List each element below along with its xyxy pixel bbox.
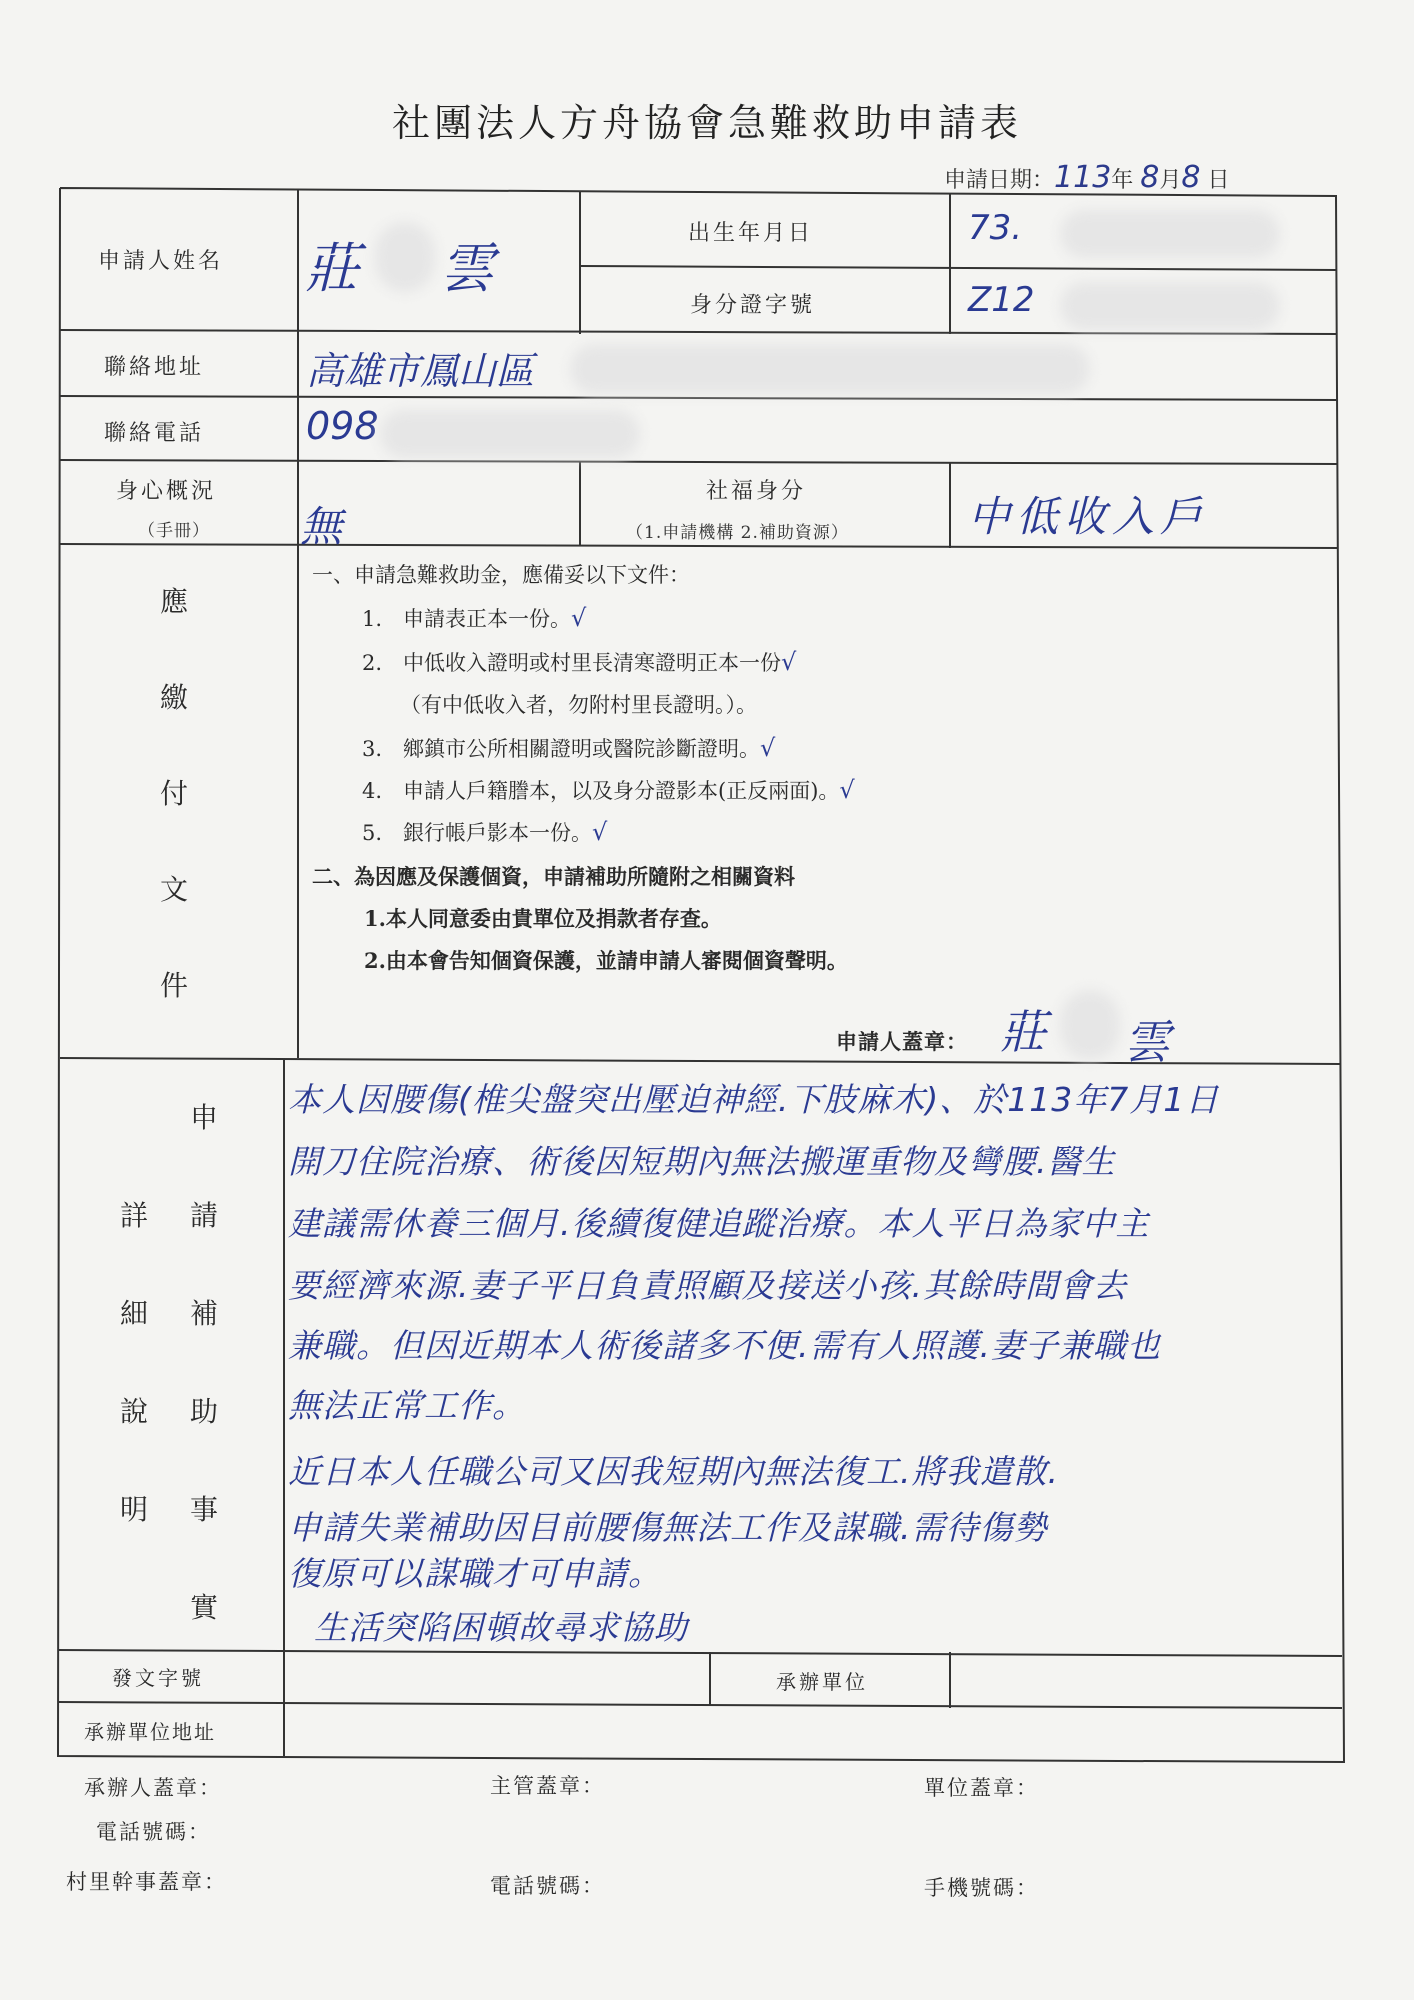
details-left-char-2: 細 xyxy=(120,1297,149,1330)
documents-side-char-1: 應 xyxy=(160,585,189,618)
detail-line-4: 要經濟來源.妻子平日負責照顧及接送小孩.其餘時間會去 xyxy=(288,1266,1127,1305)
mobile-label: 手機號碼： xyxy=(924,1876,1039,1900)
check-mark-icon: √ xyxy=(571,604,587,632)
welfare-status-sub-label: （1.申請機構 2.補助資源） xyxy=(626,523,849,543)
birth-date-label: 出生年月日 xyxy=(688,221,814,246)
id-number-label: 身分證字號 xyxy=(690,293,816,318)
details-left-char-3: 說 xyxy=(120,1395,149,1428)
documents-section2-title: 二、為因應及保護個資，申請補助所隨附之相關資料 xyxy=(312,864,795,889)
documents-side-char-2: 繳 xyxy=(160,681,189,714)
date-year-unit: 年 xyxy=(1111,168,1134,193)
detail-line-2: 開刀住院治療、術後因短期內無法搬運重物及彎腰.醫生 xyxy=(288,1142,1116,1181)
detail-line-1: 本人因腰傷(椎尖盤突出壓迫神經.下肢麻木)、於113年7月1日 xyxy=(288,1080,1220,1119)
detail-line-9: 復原可以謀職才可申請。 xyxy=(288,1554,662,1593)
date-label: 申請日期： xyxy=(944,168,1055,193)
document-item-3 xyxy=(362,733,775,763)
date-day-unit: 日 xyxy=(1207,168,1230,193)
redacted-phone xyxy=(380,410,640,458)
detail-line-10: 生活突陷困頓故尋求協助 xyxy=(314,1608,688,1647)
date-year: 113 xyxy=(1054,160,1112,195)
unit-seal-label: 單位蓋章： xyxy=(924,1776,1039,1800)
details-side-char-6: 實 xyxy=(190,1591,219,1624)
applicant-name-first: 莊 xyxy=(305,237,359,300)
check-mark-icon: √ xyxy=(781,648,797,676)
welfare-status-label: 社福身分 xyxy=(706,479,807,504)
details-left-char-4: 明 xyxy=(120,1493,149,1526)
date-day: 8 xyxy=(1181,160,1201,195)
documents-side-char-3: 付 xyxy=(160,777,189,810)
document-item-4 xyxy=(362,775,855,805)
detail-line-6: 無法正常工作。 xyxy=(288,1386,526,1425)
phone-value: 098 xyxy=(306,404,379,448)
birth-date-value: 73. xyxy=(968,208,1023,248)
document-item-3-text: 3. 鄉鎮市公所相關證明或醫院診斷證明。 xyxy=(362,737,761,761)
document-item-2-note: （有中低收入者，勿附村里長證明。）。 xyxy=(400,693,757,717)
details-side-char-5: 事 xyxy=(190,1493,219,1526)
check-mark-icon: √ xyxy=(760,734,776,762)
check-mark-icon: √ xyxy=(839,776,855,804)
detail-line-8: 申請失業補助因目前腰傷無法工作及謀職.需待傷勢 xyxy=(288,1508,1048,1547)
disability-value: 無 xyxy=(300,502,343,551)
detail-line-7: 近日本人任職公司又因我短期內無法復工.將我遣散. xyxy=(288,1452,1059,1491)
details-left-char-1: 詳 xyxy=(120,1199,149,1232)
handler-phone-label: 電話號碼： xyxy=(96,1820,211,1844)
documents-section1-title: 一、申請急難救助金，應備妥以下文件： xyxy=(312,563,690,587)
redacted-id xyxy=(1060,282,1280,330)
doc-number-label: 發文字號 xyxy=(112,1666,204,1690)
handler-seal-label: 承辦人蓋章： xyxy=(84,1776,222,1800)
redacted-birth xyxy=(1060,210,1280,258)
applicant-name-last: 雲 xyxy=(440,237,494,300)
disability-label: 身心概況 xyxy=(116,479,217,504)
date-month-unit: 月 xyxy=(1159,168,1182,193)
applicant-seal-first: 莊 xyxy=(1000,1005,1046,1059)
document-item-1 xyxy=(362,603,586,633)
document-item-5-text: 5. 銀行帳戶影本一份。 xyxy=(362,821,593,845)
document-item-2 xyxy=(362,647,796,677)
documents-side-char-5: 件 xyxy=(160,969,189,1002)
village-officer-seal-label: 村里幹事蓋章： xyxy=(66,1870,227,1894)
details-side-char-1: 申 xyxy=(190,1101,219,1134)
address-value: 高雄市鳳山區 xyxy=(306,349,535,393)
redacted-seal xyxy=(1060,990,1120,1060)
detail-line-3: 建議需休養三個月.後續復健追蹤治療。本人平日為家中主 xyxy=(288,1204,1150,1243)
date-month: 8 xyxy=(1140,160,1160,195)
privacy-item-2: 2.由本會告知個資保護，並請申請人審閱個資聲明。 xyxy=(364,948,848,973)
documents-side-char-4: 文 xyxy=(160,873,189,906)
phone-label: 聯絡電話 xyxy=(104,421,205,446)
document-item-5 xyxy=(362,817,607,847)
check-mark-icon: √ xyxy=(592,818,608,846)
form-title: 社團法人方舟協會急難救助申請表 xyxy=(391,101,1022,145)
details-side-char-4: 助 xyxy=(190,1395,219,1428)
applicant-name-label: 申請人姓名 xyxy=(98,249,224,274)
disability-sub-label: （手冊） xyxy=(138,521,210,541)
id-number-value: Z12 xyxy=(968,280,1035,320)
handling-unit-label: 承辦單位 xyxy=(776,1670,868,1694)
document-item-2-text: 2. 中低收入證明或村里長清寒證明正本一份 xyxy=(362,651,782,675)
privacy-item-1: 1.本人同意委由貴單位及捐款者存查。 xyxy=(364,906,722,931)
redacted-name xyxy=(375,222,435,292)
applicant-seal-last: 雲 xyxy=(1124,1015,1170,1069)
redacted-address xyxy=(570,344,1090,394)
welfare-status-value: 中低收入戶 xyxy=(968,492,1209,541)
details-side-char-3: 補 xyxy=(190,1297,219,1330)
document-item-4-text: 4. 申請人戶籍謄本，以及身分證影本(正反兩面)。 xyxy=(362,779,840,803)
handling-unit-address-label: 承辦單位地址 xyxy=(84,1720,216,1744)
officer-phone-label: 電話號碼： xyxy=(490,1874,605,1898)
detail-line-5: 兼職。但因近期本人術後諸多不便.需有人照護.妻子兼職也 xyxy=(288,1326,1161,1365)
address-label: 聯絡地址 xyxy=(104,355,205,380)
applicant-seal-label: 申請人蓋章： xyxy=(836,1029,968,1054)
details-side-char-2: 請 xyxy=(190,1199,219,1232)
document-item-1-text: 1. 申請表正本一份。 xyxy=(362,607,572,631)
supervisor-seal-label: 主管蓋章： xyxy=(490,1774,605,1798)
